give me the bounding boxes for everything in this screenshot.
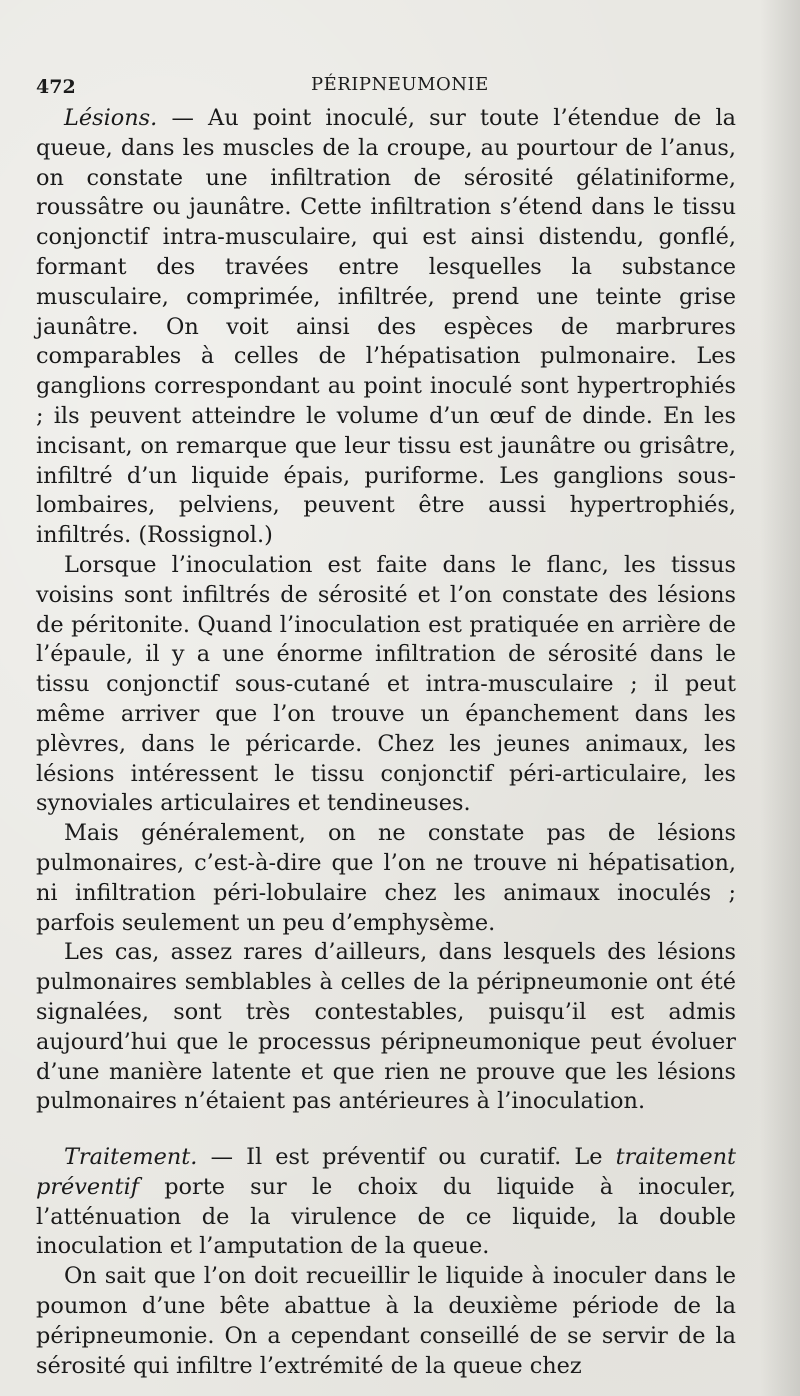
paragraph-pulmonary-lesions	[36, 819, 736, 938]
paragraph-rare-cases	[36, 938, 736, 1117]
section-gap	[36, 1117, 736, 1143]
body-text	[36, 104, 736, 1381]
paragraph-text: Les cas, assez rares d’ailleurs, dans lesquels des lésions pulmonaires semblables à celles de la péripneumonie ont été signalées, sont très contestables, puisqu’il est admis aujourd’hui que le processus péripneumonique peut évoluer d’une manière latente et que rien ne prouve que les lésions pulmonaires n’étaient pas antérieures à l’inoculation.	[36, 939, 736, 1115]
paragraph-traitement	[36, 1143, 736, 1262]
paragraph-liquide	[36, 1262, 736, 1381]
page-edge-shadow	[760, 0, 800, 1396]
emphasis-traitement-preventif: traitement préventif	[36, 1144, 736, 1200]
paragraph-text: On sait que l’on doit recueillir le liquide à inoculer dans le poumon d’une bête abattue à la deuxième période de la péripneumonie. On a cependant conseillé de se servir de la sérosité qui infiltre l’extrémité de la queue chez	[36, 1263, 736, 1379]
paragraph-text: Mais généralement, on ne constate pas de lésions pulmonaires, c’est-à-dire que l’on ne trouve ni hépatisation, ni infiltration péri-lobulaire chez les animaux inoculés ; parfois seulement un peu d’emphysème.	[36, 820, 736, 936]
paragraph-text: porte sur le choix du liquide à inoculer, l’atténuation de la virulence de ce liquide, la double inoculation et l’amputation de la queue.	[36, 1173, 736, 1260]
paragraph-text: Lorsque l’inoculation est faite dans le flanc, les tissus voisins sont infiltrés de sérosité et l’on constate des lésions de péritonite. Quand l’inoculation est pratiquée en arrière de l’épaule, il y a une énorme infiltration de sérosité dans le tissu conjonctif sous-cutané et intra-musculaire ; il peut même arriver que l’on trouve un épanchement dans les plèvres, dans le péricarde. Chez les jeunes animaux, les lésions intéressent le tissu conjonctif péri-articulaire, les synoviales articulaires et tendineuses.	[36, 551, 736, 817]
paragraph-inoculation-sites	[36, 551, 736, 819]
page-header	[36, 70, 736, 100]
running-head: PÉRIPNEUMONIE	[311, 74, 489, 95]
section-lead-traitement: Traitement.	[64, 1144, 198, 1171]
paragraph-lesions	[36, 104, 736, 551]
paragraph-text: — Au point inoculé, sur toute l’étendue de la queue, dans les muscles de la croupe, au pourtour de l’anus, on constate une infiltration de sérosité gélatiniforme, roussâtre ou jaunâtre. Cette infiltration s’étend dans le tissu conjonctif intra-musculaire, qui est ainsi distendu, gonflé, formant des travées entre lesquelles la substance musculaire, comprimée, infiltrée, prend une teinte grise jaunâtre. On voit ainsi des espèces de marbrures comparables à celles de l’hépatisation pulmonaire. Les ganglions correspondant au point inoculé sont hypertrophiés ; ils peuvent atteindre le volume d’un œuf de dinde. En les incisant, on remarque que leur tissu est jaunâtre ou grisâtre, infiltré d’un liquide épais, puriforme. Les ganglions sous-lombaires, pelviens, peuvent être aussi hypertrophiés, infiltrés. (Rossignol.)	[36, 105, 736, 549]
section-lead-lesions: Lésions.	[64, 105, 158, 131]
page-number: 472	[36, 76, 76, 98]
paragraph-text: — Il est préventif ou curatif. Le	[197, 1144, 616, 1171]
